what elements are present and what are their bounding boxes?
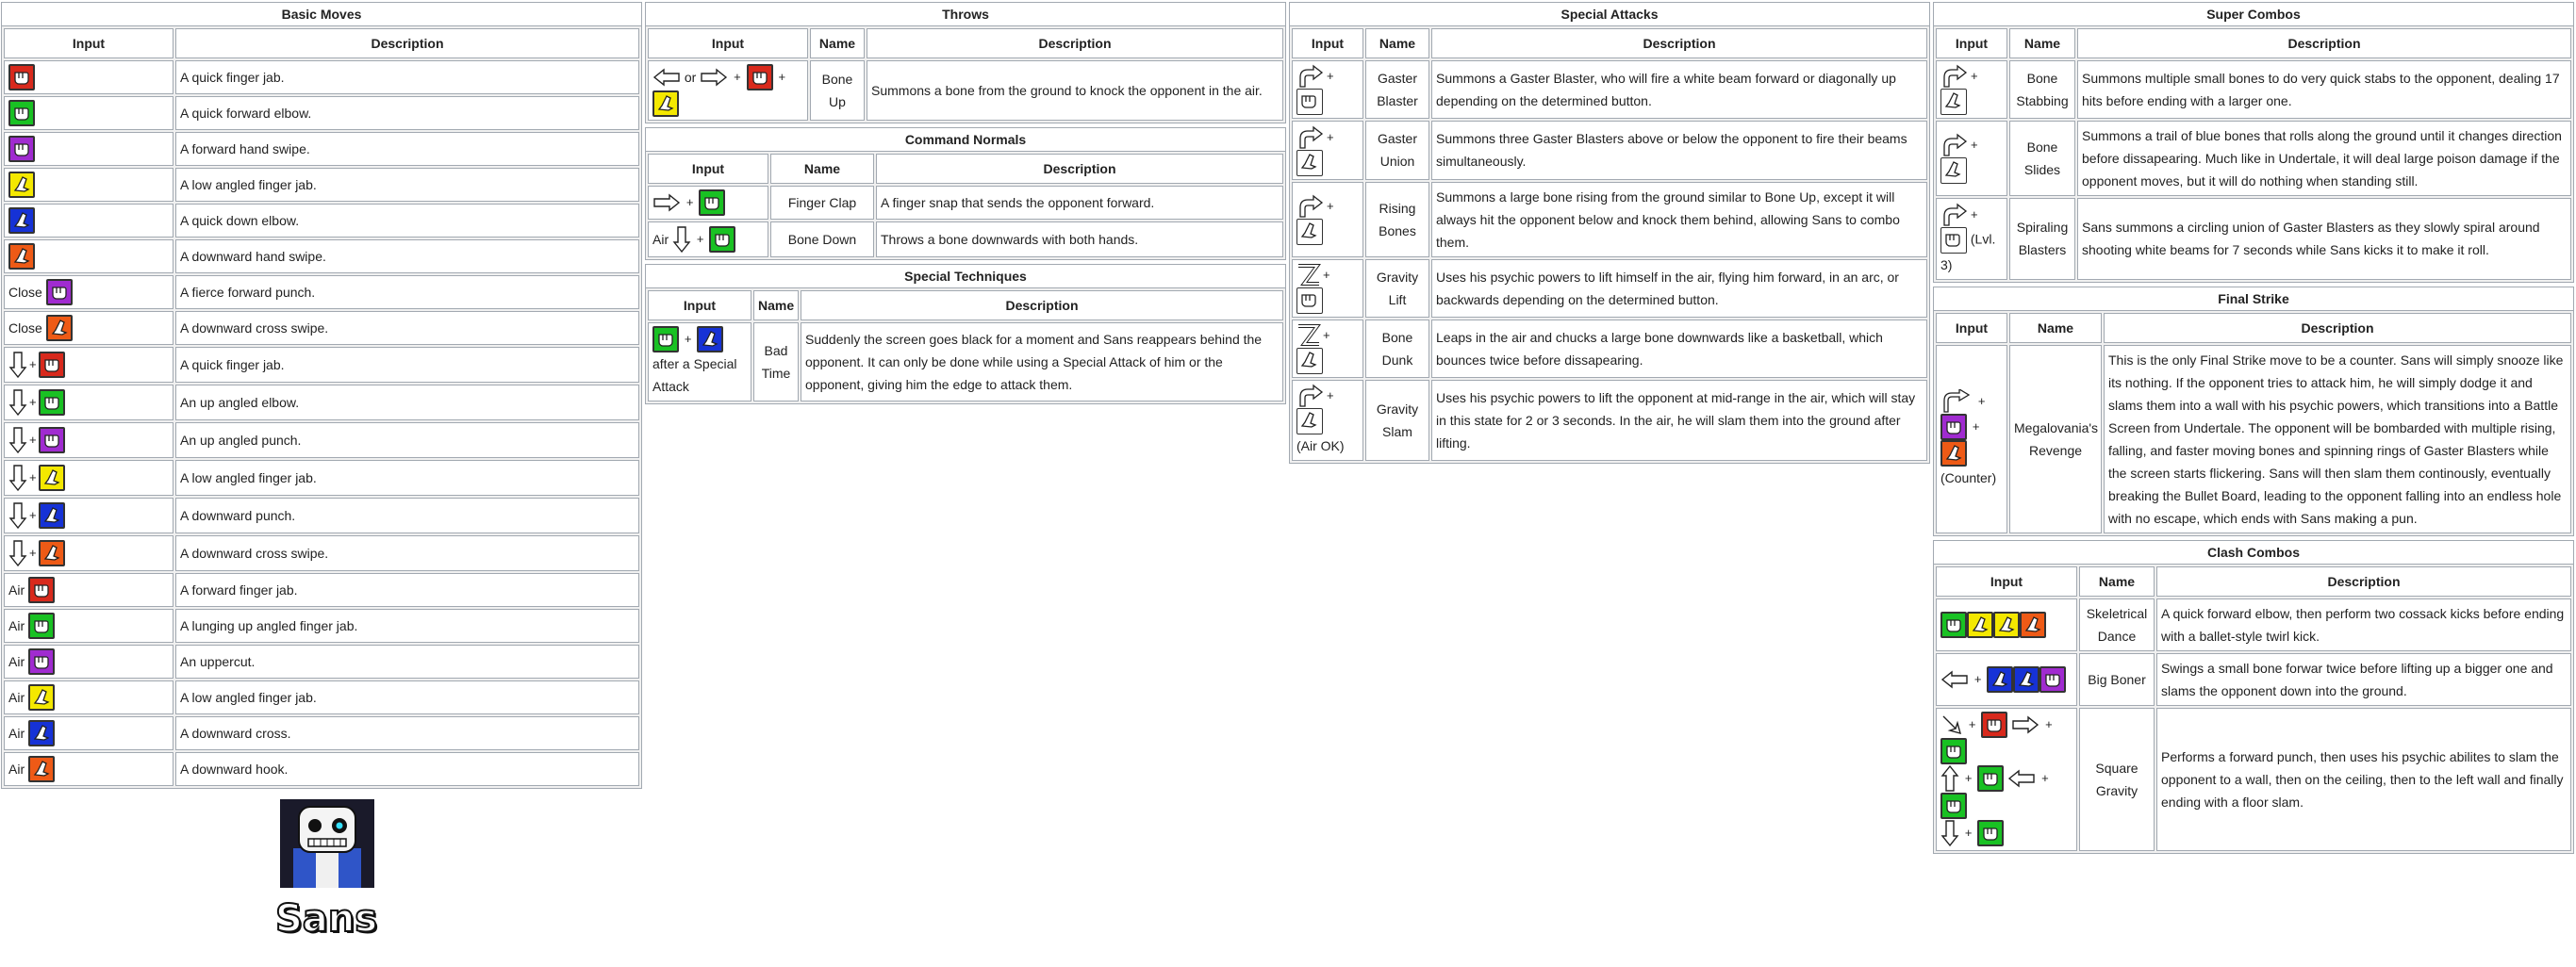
special-attacks-body <box>1292 60 1927 461</box>
move-description: Summons a Gaster Blaster, who will fire a white beam forward or diagonally up depending on the determined button. <box>1431 60 1927 119</box>
table-row <box>1936 60 2571 119</box>
move-description: Performs a forward punch, then uses his psychic abilites to slam the opponent to a wall, then on the ceiling, then to the left wall and finally ending with a floor slam. <box>2156 708 2571 851</box>
move-name: Gravity Lift <box>1365 259 1429 318</box>
quarter-circle-forward-icon <box>1296 125 1325 150</box>
green-fist-icon <box>28 613 55 639</box>
table-row <box>4 60 639 94</box>
purple-fist-icon <box>28 648 55 675</box>
white-fist-icon <box>1940 227 1967 254</box>
orange-boot-icon <box>1940 440 1967 467</box>
double-quarter-circle-icon <box>1940 133 1969 157</box>
move-description: A fierce forward punch. <box>175 275 639 309</box>
move-input <box>4 460 173 496</box>
move-input <box>1292 380 1363 461</box>
table-row <box>1292 182 1927 257</box>
arrow-right-icon <box>700 68 728 87</box>
plus-sign: + <box>1327 198 1334 213</box>
table-row <box>4 680 639 714</box>
table-row <box>1936 121 2571 196</box>
yellow-boot-icon <box>1993 612 2020 638</box>
move-input <box>1292 259 1363 318</box>
plus-sign: + <box>685 195 694 209</box>
move-description: A quick forward elbow, then perform two cossack kicks before ending with a ballet-style twirl kick. <box>2156 598 2571 651</box>
modifier-label: Air <box>8 762 25 777</box>
table-row <box>4 96 639 130</box>
move-input <box>4 716 173 750</box>
quarter-circle-back-icon <box>1296 194 1325 219</box>
table-row <box>648 186 1283 220</box>
table-row <box>648 60 1283 121</box>
quarter-circle-forward-icon <box>1296 64 1325 89</box>
white-boot-icon <box>1940 89 1967 115</box>
header-name: Name <box>753 290 799 320</box>
white-fist-icon <box>1296 287 1323 314</box>
plus-sign: + <box>29 470 37 484</box>
move-name: Bad Time <box>753 322 799 402</box>
header-input: Input <box>648 154 768 184</box>
move-input <box>1936 60 2007 119</box>
special-attacks-title: Special Attacks <box>1289 2 1930 25</box>
move-input <box>1292 182 1363 257</box>
purple-fist-icon <box>1940 414 1967 440</box>
plus-sign: + <box>1327 388 1334 403</box>
move-description: A quick forward elbow. <box>175 96 639 130</box>
special-attacks-section <box>1289 2 1930 467</box>
header-name: Name <box>2009 313 2102 343</box>
purple-fist-icon <box>8 136 35 162</box>
green-fist-icon <box>1940 612 1967 638</box>
table-row <box>4 239 639 273</box>
final-strike-table <box>1933 287 2574 536</box>
plus-sign: + <box>1971 69 1978 84</box>
arrow-down-icon <box>8 539 27 567</box>
plus-sign: + <box>29 508 37 522</box>
air-label: Air <box>652 232 669 247</box>
header-name: Name <box>2079 566 2155 597</box>
arrow-down-icon <box>672 225 691 254</box>
move-input <box>4 535 173 571</box>
table-row <box>1292 60 1927 119</box>
move-description: A downward punch. <box>175 498 639 533</box>
move-description: A forward finger jab. <box>175 573 639 607</box>
move-input <box>4 645 173 679</box>
move-name: Megalovania's Revenge <box>2009 345 2102 533</box>
move-input <box>1292 320 1363 378</box>
clash-input <box>1936 653 2077 706</box>
header-input: Input <box>1936 313 2007 343</box>
move-description: This is the only Final Strike move to be a counter. Sans will simply snooze like its nothing. If the opponent tries to attack him, he will simply dodge it and slams them into a wall with his psychic powers, which transitions into a Battle Screen from Undertale. The opponent will be bombarded with multiple rising, falling, and faster moving bones and spinning rings of Gaster Blasters while the screen starts flickering. Sans will then slam them continously, eventually breaking the Bullet Board, leading to the opponent falling into an endless hole with no escape, which ends with Sans making a pun. <box>2104 345 2571 533</box>
plus-sign: + <box>1964 770 1973 785</box>
move-description: Sans summons a circling union of Gaster Blasters as they slowly spiral around shooting white beams for 7 seconds while Sans kicks it to make it roll. <box>2077 198 2571 279</box>
move-description: A quick down elbow. <box>175 204 639 238</box>
table-row <box>1936 345 2571 533</box>
final-strike-input <box>1936 345 2007 533</box>
modifier-label: Close <box>8 320 42 336</box>
move-description: Uses his psychic powers to lift himself in the air, flying him forward, in an arc, or backwards depending on the determined button. <box>1431 259 1927 318</box>
arrow-down-icon <box>8 501 27 530</box>
move-input <box>4 96 173 130</box>
arrow-right-icon <box>2011 715 2039 734</box>
green-fist-icon <box>1977 820 2004 846</box>
move-name: Gaster Blaster <box>1365 60 1429 119</box>
table-row <box>1936 198 2571 279</box>
move-input <box>4 168 173 202</box>
header-name: Name <box>810 28 865 58</box>
special-techniques-table <box>645 264 1286 404</box>
throws-table <box>645 2 1286 123</box>
green-fist-icon <box>709 226 735 253</box>
basic-moves-body <box>4 60 639 786</box>
blue-boot-icon <box>2013 666 2039 693</box>
header-description: Description <box>2156 566 2571 597</box>
technique-suffix: after a Special Attack <box>652 356 737 394</box>
plus-sign: + <box>29 357 37 371</box>
white-boot-icon <box>1296 219 1323 245</box>
throws-column <box>645 2 1286 408</box>
move-name: Gravity Slam <box>1365 380 1429 461</box>
modifier-label: Air <box>8 726 25 741</box>
plus-sign: + <box>1971 138 1978 153</box>
throws-title: Throws <box>645 2 1286 25</box>
move-name: Big Boner <box>2079 653 2155 706</box>
move-description: Uses his psychic powers to lift the opponent at mid-range in the air, which will stay in this state for 2 or 3 seconds. In the air, he will slam them into the ground after lifting. <box>1431 380 1927 461</box>
move-name: Finger Clap <box>770 186 874 220</box>
red-fist-icon <box>1981 712 2007 738</box>
plus-sign: + <box>684 332 692 346</box>
move-description: A downward hook. <box>175 752 639 786</box>
blue-boot-icon <box>1987 666 2013 693</box>
header-input: Input <box>4 28 173 58</box>
move-input <box>4 573 173 607</box>
modifier-label: Close <box>8 285 42 300</box>
white-boot-icon <box>1940 157 1967 184</box>
basic-moves-table <box>1 2 642 789</box>
header-description: Description <box>175 28 639 58</box>
table-row <box>1292 121 1927 179</box>
header-input: Input <box>648 290 751 320</box>
arrow-up-icon <box>1940 764 1959 793</box>
arrow-down-icon <box>1940 819 1959 847</box>
move-description: A quick finger jab. <box>175 347 639 383</box>
clash-combos-table <box>1933 540 2574 854</box>
move-name: Rising Bones <box>1365 182 1429 257</box>
plus-sign: + <box>1327 69 1334 84</box>
counter-note: (Counter) <box>1940 469 1997 485</box>
basic-moves-title: Basic Moves <box>1 2 642 25</box>
header-input: Input <box>648 28 808 58</box>
move-input <box>4 275 173 309</box>
move-description: Suddenly the screen goes black for a moment and Sans reappears behind the opponent. It can only be done while using a Special Attack of him or the opponent, giving him the edge to attack them. <box>801 322 1283 402</box>
red-fist-icon <box>8 64 35 90</box>
move-description: Swings a small bone forwar twice before lifting up a bigger one and slams the opponent down into the ground. <box>2156 653 2571 706</box>
clash-combos-title: Clash Combos <box>1933 540 2574 564</box>
arrow-left-icon <box>1940 670 1969 689</box>
move-description: Leaps in the air and chucks a large bone downwards like a basketball, which bounces twice before dissapearing. <box>1431 320 1927 378</box>
blue-boot-icon <box>28 720 55 746</box>
move-description: An up angled punch. <box>175 422 639 458</box>
orange-boot-icon <box>2020 612 2046 638</box>
move-input <box>4 609 173 643</box>
table-row <box>4 573 639 607</box>
table-row <box>4 311 639 345</box>
header-input: Input <box>1936 28 2007 58</box>
move-description: A quick finger jab. <box>175 60 639 94</box>
character-portrait <box>280 799 374 888</box>
table-row <box>648 322 1283 402</box>
arrow-down-right-icon <box>1940 713 1963 736</box>
move-input <box>4 680 173 714</box>
move-name: Bone Dunk <box>1365 320 1429 378</box>
arrow-left-icon <box>2007 769 2036 788</box>
header-description: Description <box>2077 28 2571 58</box>
purple-fist-icon <box>39 427 65 453</box>
move-name: Skeletrical Dance <box>2079 598 2155 651</box>
move-description: A low angled finger jab. <box>175 680 639 714</box>
header-name: Name <box>1365 28 1429 58</box>
move-input <box>4 239 173 273</box>
move-input <box>1292 60 1363 119</box>
dragon-punch-icon <box>1296 263 1321 287</box>
move-input <box>4 132 173 166</box>
move-description: An up angled elbow. <box>175 385 639 420</box>
move-input <box>4 752 173 786</box>
move-name: Bone Up <box>810 60 865 121</box>
red-fist-icon <box>747 64 773 90</box>
double-quarter-circle-icon <box>1940 203 1969 227</box>
table-row <box>4 347 639 383</box>
header-description: Description <box>801 290 1283 320</box>
modifier-label: Air <box>8 690 25 705</box>
move-name: Bone Stabbing <box>2009 60 2075 119</box>
purple-fist-icon <box>46 279 73 305</box>
green-fist-icon <box>1940 793 1967 819</box>
move-description: A lunging up angled finger jab. <box>175 609 639 643</box>
header-description: Description <box>867 28 1283 58</box>
super-column <box>1933 2 2574 858</box>
move-description: A forward hand swipe. <box>175 132 639 166</box>
or-text: or <box>684 70 697 85</box>
yellow-boot-icon <box>1967 612 1993 638</box>
arrow-down-icon <box>8 464 27 492</box>
character-name: Sans <box>275 897 378 941</box>
command-input <box>648 186 768 220</box>
header-name: Name <box>2009 28 2075 58</box>
table-row <box>4 204 639 238</box>
move-input <box>4 60 173 94</box>
special-techniques-title: Special Techniques <box>645 264 1286 287</box>
super-combos-table <box>1933 2 2574 283</box>
green-fist-icon <box>1977 765 2004 792</box>
special-attacks-table <box>1289 2 1930 464</box>
table-row <box>4 645 639 679</box>
modifier-label: Air <box>8 582 25 598</box>
purple-fist-icon <box>2039 666 2066 693</box>
table-row <box>1292 259 1927 318</box>
plus-sign: + <box>2041 770 2049 785</box>
plus-sign: + <box>1968 716 1976 731</box>
table-row <box>4 385 639 420</box>
final-strike-title: Final Strike <box>1933 287 2574 310</box>
plus-sign: + <box>1971 206 1978 221</box>
move-name: Spiraling Blasters <box>2009 198 2075 279</box>
white-fist-icon <box>1296 89 1323 115</box>
sans-sprite-icon <box>280 799 374 888</box>
plus-sign: + <box>29 546 37 560</box>
red-fist-icon <box>28 577 55 603</box>
level-note: (Lvl. 3) <box>1940 231 1996 272</box>
blue-boot-icon <box>39 502 65 529</box>
basic-moves-section <box>1 2 642 793</box>
move-description: Throws a bone downwards with both hands. <box>876 221 1283 257</box>
table-row <box>1936 653 2571 706</box>
command-input <box>648 221 768 257</box>
white-boot-icon <box>1296 348 1323 374</box>
dragon-punch-icon <box>1296 323 1321 348</box>
plus-sign: + <box>1323 328 1330 343</box>
move-description: A low angled finger jab. <box>175 168 639 202</box>
modifier-label: Air <box>8 654 25 669</box>
white-boot-icon <box>1296 150 1323 176</box>
yellow-boot-icon <box>39 465 65 491</box>
yellow-boot-icon <box>8 172 35 198</box>
plus-sign: + <box>29 395 37 409</box>
header-description: Description <box>876 154 1283 184</box>
table-row <box>4 422 639 458</box>
header-input: Input <box>1936 566 2077 597</box>
header-description: Description <box>2104 313 2571 343</box>
arrow-down-icon <box>8 388 27 417</box>
move-input <box>4 347 173 383</box>
plus-sign: + <box>1323 267 1330 282</box>
command-normals-title: Command Normals <box>645 127 1286 151</box>
white-boot-icon <box>1296 408 1323 434</box>
super-combos-title: Super Combos <box>1933 2 2574 25</box>
move-description: A downward cross swipe. <box>175 311 639 345</box>
arrow-left-icon <box>652 68 681 87</box>
move-description: Summons a bone from the ground to knock the opponent in the air. <box>867 60 1283 121</box>
quarter-circle-back-icon <box>1296 384 1325 408</box>
blue-boot-icon <box>697 326 723 352</box>
header-description: Description <box>1431 28 1927 58</box>
move-name: Bone Slides <box>2009 121 2075 196</box>
green-fist-icon <box>652 326 679 352</box>
move-name: Bone Down <box>770 221 874 257</box>
move-name: Gaster Union <box>1365 121 1429 179</box>
move-name: Square Gravity <box>2079 708 2155 851</box>
table-row <box>4 609 639 643</box>
plus-sign: + <box>696 232 704 246</box>
plus-sign: + <box>1972 418 1980 434</box>
orange-boot-icon <box>28 756 55 782</box>
header-name: Name <box>770 154 874 184</box>
move-description: A downward hand swipe. <box>175 239 639 273</box>
double-quarter-circle-icon <box>1940 64 1969 89</box>
table-row <box>1936 598 2571 651</box>
yellow-boot-icon <box>652 90 679 117</box>
move-input <box>1292 121 1363 179</box>
table-row <box>4 132 639 166</box>
plus-sign: + <box>1327 129 1334 144</box>
orange-boot-icon <box>8 243 35 270</box>
clash-input <box>1936 708 2077 851</box>
table-row <box>4 752 639 786</box>
plus-sign: + <box>734 70 741 84</box>
throw-input <box>648 60 808 121</box>
move-input <box>4 204 173 238</box>
table-row <box>4 460 639 496</box>
table-row <box>1292 320 1927 378</box>
move-description: A downward cross. <box>175 716 639 750</box>
super-combos-body <box>1936 60 2571 280</box>
move-input <box>4 385 173 420</box>
move-description: A downward cross swipe. <box>175 535 639 571</box>
green-fist-icon <box>699 189 725 216</box>
quarter-circle-back-icon <box>1940 389 1973 414</box>
clash-input <box>1936 598 2077 651</box>
move-input <box>4 311 173 345</box>
plus-sign: + <box>29 433 37 447</box>
modifier-label: Air <box>8 618 25 633</box>
table-row <box>4 535 639 571</box>
blue-boot-icon <box>8 207 35 234</box>
move-input <box>1936 121 2007 196</box>
move-input <box>4 498 173 533</box>
move-description: A finger snap that sends the opponent forward. <box>876 186 1283 220</box>
move-description: An uppercut. <box>175 645 639 679</box>
table-row <box>4 716 639 750</box>
move-description: Summons a trail of blue bones that rolls along the ground until it changes direction before dissapearing. Much like in Undertale, it will deal large poison damage if the opponent moves, but it will do nothing when standing still. <box>2077 121 2571 196</box>
command-normals-table <box>645 127 1286 260</box>
move-input <box>4 422 173 458</box>
arrow-right-icon <box>652 193 681 212</box>
orange-boot-icon <box>46 315 73 341</box>
table-row <box>648 221 1283 257</box>
green-fist-icon <box>8 100 35 126</box>
table-row <box>1292 380 1927 461</box>
arrow-down-icon <box>8 351 27 379</box>
move-input <box>1936 198 2007 279</box>
plus-sign: + <box>1977 393 1986 408</box>
red-fist-icon <box>39 352 65 378</box>
yellow-boot-icon <box>28 684 55 711</box>
plus-sign: + <box>2045 716 2053 731</box>
move-description: Summons three Gaster Blasters above or below the opponent to fire their beams simultaneously. <box>1431 121 1927 179</box>
green-fist-icon <box>1940 738 1967 764</box>
air-ok-note: (Air OK) <box>1296 438 1345 454</box>
plus-sign: + <box>1964 825 1973 840</box>
header-input: Input <box>1292 28 1363 58</box>
table-row <box>4 168 639 202</box>
orange-boot-icon <box>39 540 65 566</box>
technique-input <box>648 322 751 402</box>
plus-sign: + <box>1973 671 1982 686</box>
table-row <box>1936 708 2571 851</box>
table-row <box>4 498 639 533</box>
move-description: A low angled finger jab. <box>175 460 639 496</box>
green-fist-icon <box>39 389 65 416</box>
move-description: Summons multiple small bones to do very quick stabs to the opponent, dealing 17 hits before ending with a larger one. <box>2077 60 2571 119</box>
arrow-down-icon <box>8 426 27 454</box>
table-row <box>4 275 639 309</box>
plus-sign: + <box>778 70 786 84</box>
move-description: Summons a large bone rising from the ground similar to Bone Up, except it will always hit the opponent below and knock them behind, allowing Sans to combo them. <box>1431 182 1927 257</box>
